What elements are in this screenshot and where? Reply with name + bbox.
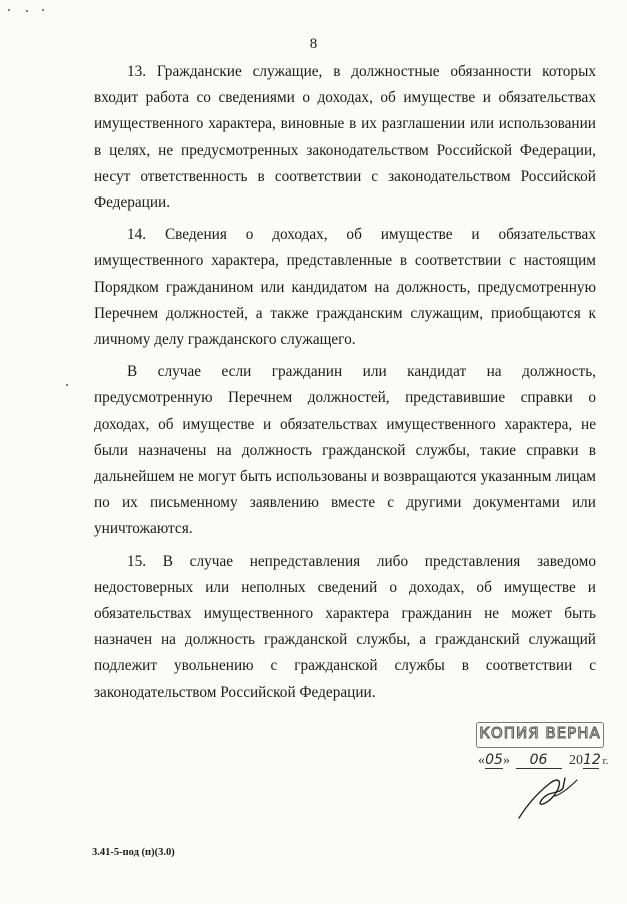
page-number: 8 <box>309 36 318 52</box>
scan-speck <box>66 384 68 386</box>
scan-speck <box>42 9 44 11</box>
paragraph-15: 15. В случае непредставления либо представления заведомо недостоверных или неполных сведений о доходах, об имуществе и обязательствах имущественного характера гражданин не может быть назначен на должность гражданской службы, а гражданский служащий подлежит увольнению с гражданской службы в соответствии с законодательством Российской Федерации. <box>94 552 596 701</box>
paragraph-14-continued: В случае если гражданин или кандидат на должность, предусмотренную Перечнем должностей, представившие справки о доходах, об имуществе и обязательствах имущественного характера, не были назначены на должность гражданской службы, такие справки в дальнейшем не могут быть использованы и возвращаются указанным лицам по их письменному заявлению вместе с другими документами или уничтожаются. <box>94 363 596 538</box>
document-body <box>94 59 596 706</box>
stamp-year-prefix: 20 <box>569 753 583 768</box>
signature-icon <box>515 772 585 822</box>
stamp-day: 05 <box>485 752 503 768</box>
stamp-year-suffix: 12 <box>583 752 601 768</box>
scan-speck <box>8 9 10 11</box>
document-code: 3.41-5-под (п)(3.0) <box>92 847 175 858</box>
paragraph-13: 13. Гражданские служащие, в должностные обязанности которых входит работа со сведениями о доходах, об имуществе и обязательствах имущественного характера, виновные в их разглашении или использовании в целях, не предусмотренных законодательством Российской Федерации, несут ответственность в соответствии с законодательством Российской Федерации. <box>94 63 596 212</box>
stamp-close-quote: » <box>503 753 510 768</box>
stamp-date <box>478 752 612 769</box>
stamp-month: 06 <box>516 752 562 769</box>
stamp-open-quote: « <box>478 753 485 768</box>
stamp-year-mark: г. <box>602 755 609 767</box>
scan-speck <box>26 10 28 12</box>
handwritten-signature <box>515 772 585 822</box>
certification-stamp <box>468 722 610 778</box>
stamp-title: КОПИЯ ВЕРНА <box>479 724 601 742</box>
paragraph-14: 14. Сведения о доходах, об имуществе и обязательствах имущественного характера, представленные в соответствии с настоящим Порядком гражданином или кандидатом на должность, предусмотренную Перечнем должностей, а также гражданским служащим, приобщаются к личному делу гражданского служащего. <box>94 226 596 349</box>
